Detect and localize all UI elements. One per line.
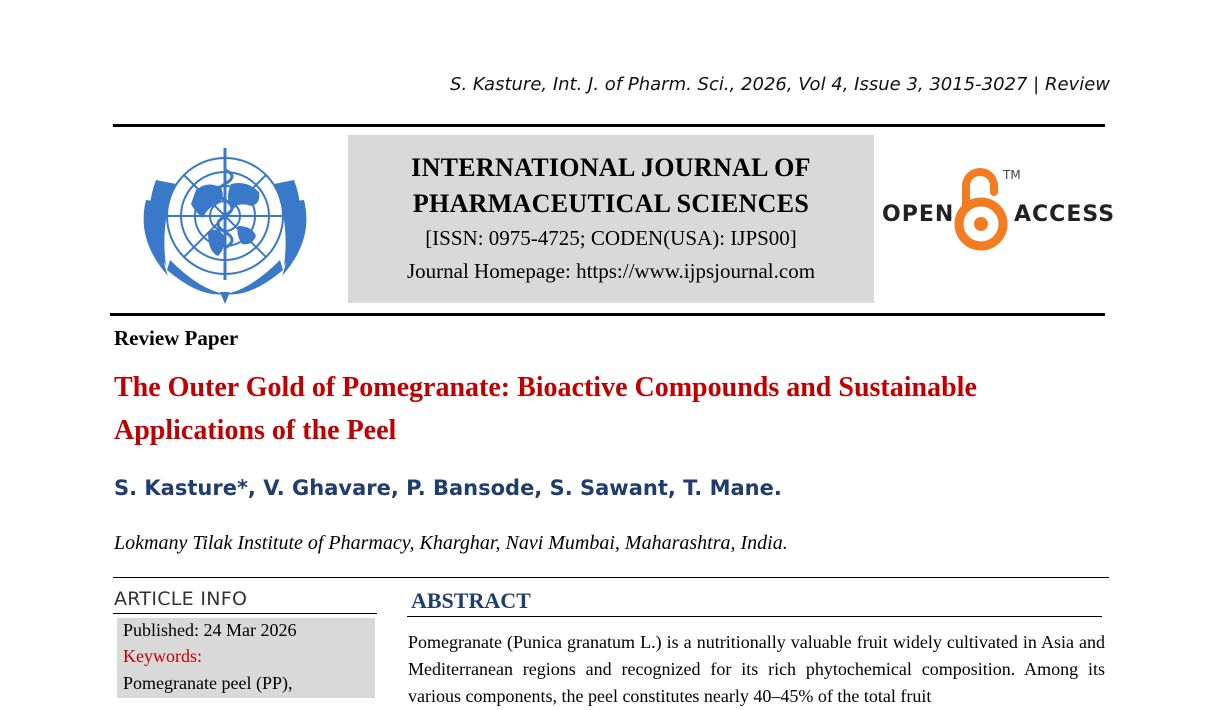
journal-name-line2: PHARMACEUTICAL SCIENCES [412,189,810,218]
abstract-underline [407,616,1102,617]
article-info-underline [113,613,377,614]
keyword-item: Pomegranate peel (PP), [123,673,293,693]
section-divider [113,577,1109,578]
journal-masthead-box [348,135,874,303]
paper-affiliation: Lokmany Tilak Institute of Pharmacy, Kharghar, Navi Mumbai, Maharashtra, India. [114,532,788,554]
journal-name-line1: INTERNATIONAL JOURNAL OF [411,153,811,182]
article-info-box [117,618,375,698]
citation-line: S. Kasture, Int. J. of Pharm. Sci., 2026, Vol 4, Issue 3, 3015-3027 | Review [450,74,1110,95]
paper-authors: S. Kasture*, V. Ghavare, P. Bansode, S. Sawant, T. Mane. [114,476,782,500]
keywords-label: Keywords: [123,646,202,666]
open-access-lock-icon [952,166,1010,252]
abstract-heading: ABSTRACT [411,588,531,613]
open-access-open-text: OPEN [882,202,955,227]
journal-issn: [ISSN: 0975-4725; CODEN(USA): IJPS00] [425,226,797,250]
header-rule-top [113,124,1105,127]
open-access-access-text: ACCESS [1014,202,1116,227]
published-date: Published: 24 Mar 2026 [123,620,297,640]
journal-homepage: Journal Homepage: https://www.ijpsjournal.com [406,259,816,283]
paper-type-label: Review Paper [114,326,239,350]
article-info-heading: ARTICLE INFO [114,588,248,610]
header-rule-bottom [110,313,1105,316]
abstract-text: Pomegranate (Punica granatum L.) is a nutritionally valuable fruit widely cultivated in Asia and Mediterranean regions and recognized for its rich phytochemical composition. Among its various components, the peel constitutes nearly 40–45% of the total fruit [408,632,1105,706]
open-access-logo [878,164,1116,254]
journal-emblem-logo [126,140,324,306]
open-access-tm: TM [1003,168,1021,182]
paper-title: The Outer Gold of Pomegranate: Bioactive Compounds and Sustainable Applications of the Peel [114,372,977,446]
